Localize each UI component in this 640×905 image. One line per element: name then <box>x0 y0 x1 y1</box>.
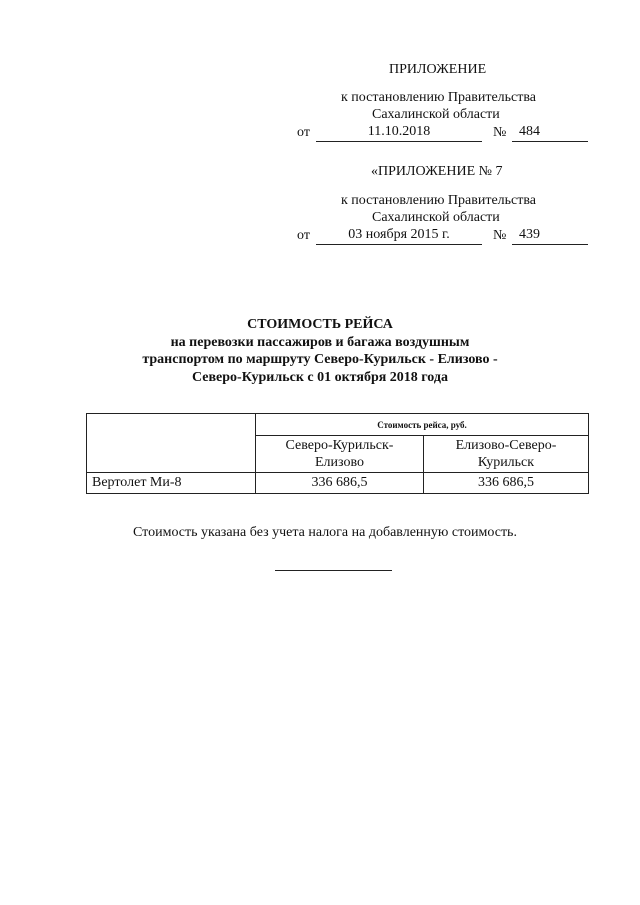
row-value-sk-el: 336 686,5 <box>256 473 424 494</box>
title-line-3: транспортом по маршруту Северо-Курильск - Елизово - <box>142 352 498 367</box>
appendix1-num-label: № <box>493 125 507 140</box>
empty-header-cell <box>87 414 256 473</box>
column-header-el-sk-line1: Елизово-Северо- <box>455 438 557 453</box>
appendix1-date-line <box>316 141 482 142</box>
table-row <box>87 473 589 494</box>
appendix2-date: 03 ноября 2015 г. <box>348 227 450 242</box>
title-line-4: Северо-Курильск с 01 октября 2018 года <box>191 370 448 385</box>
group-header: Стоимость рейса, руб. <box>256 414 589 436</box>
appendix2-number: 439 <box>519 227 540 242</box>
column-header-el-sk <box>424 436 589 473</box>
appendix1-from-label: от <box>297 125 310 140</box>
appendix2-heading: «ПРИЛОЖЕНИЕ № 7 <box>371 164 503 179</box>
appendix1-number: 484 <box>519 124 540 139</box>
column-header-sk-el <box>256 436 424 473</box>
closing-separator-line <box>275 570 392 571</box>
row-label: Вертолет Ми-8 <box>87 473 256 494</box>
appendix1-number-line <box>512 141 588 142</box>
column-header-el-sk-line2: Курильск <box>477 455 535 470</box>
appendix2-number-line <box>512 244 588 245</box>
cost-table <box>86 413 589 494</box>
column-header-sk-el-line1: Северо-Курильск- <box>285 438 394 453</box>
appendix2-line1: к постановлению Правительства <box>341 193 537 208</box>
appendix1-line1: к постановлению Правительства <box>341 90 537 105</box>
document-title: СТОИМОСТЬ РЕЙСА <box>247 317 393 332</box>
appendix2-from-label: от <box>297 228 310 243</box>
row-value-el-sk: 336 686,5 <box>424 473 589 494</box>
appendix1-line2: Сахалинской области <box>372 107 500 122</box>
appendix2-date-line <box>316 244 482 245</box>
appendix1-date: 11.10.2018 <box>367 124 431 139</box>
appendix2-num-label: № <box>493 228 507 243</box>
title-line-2: на перевозки пассажиров и багажа воздушным <box>170 335 470 350</box>
column-header-sk-el-line2: Елизово <box>315 455 364 470</box>
vat-note: Стоимость указана без учета налога на добавленную стоимость. <box>133 525 517 540</box>
appendix1-heading: ПРИЛОЖЕНИЕ <box>389 62 487 77</box>
appendix2-line2: Сахалинской области <box>372 210 500 225</box>
